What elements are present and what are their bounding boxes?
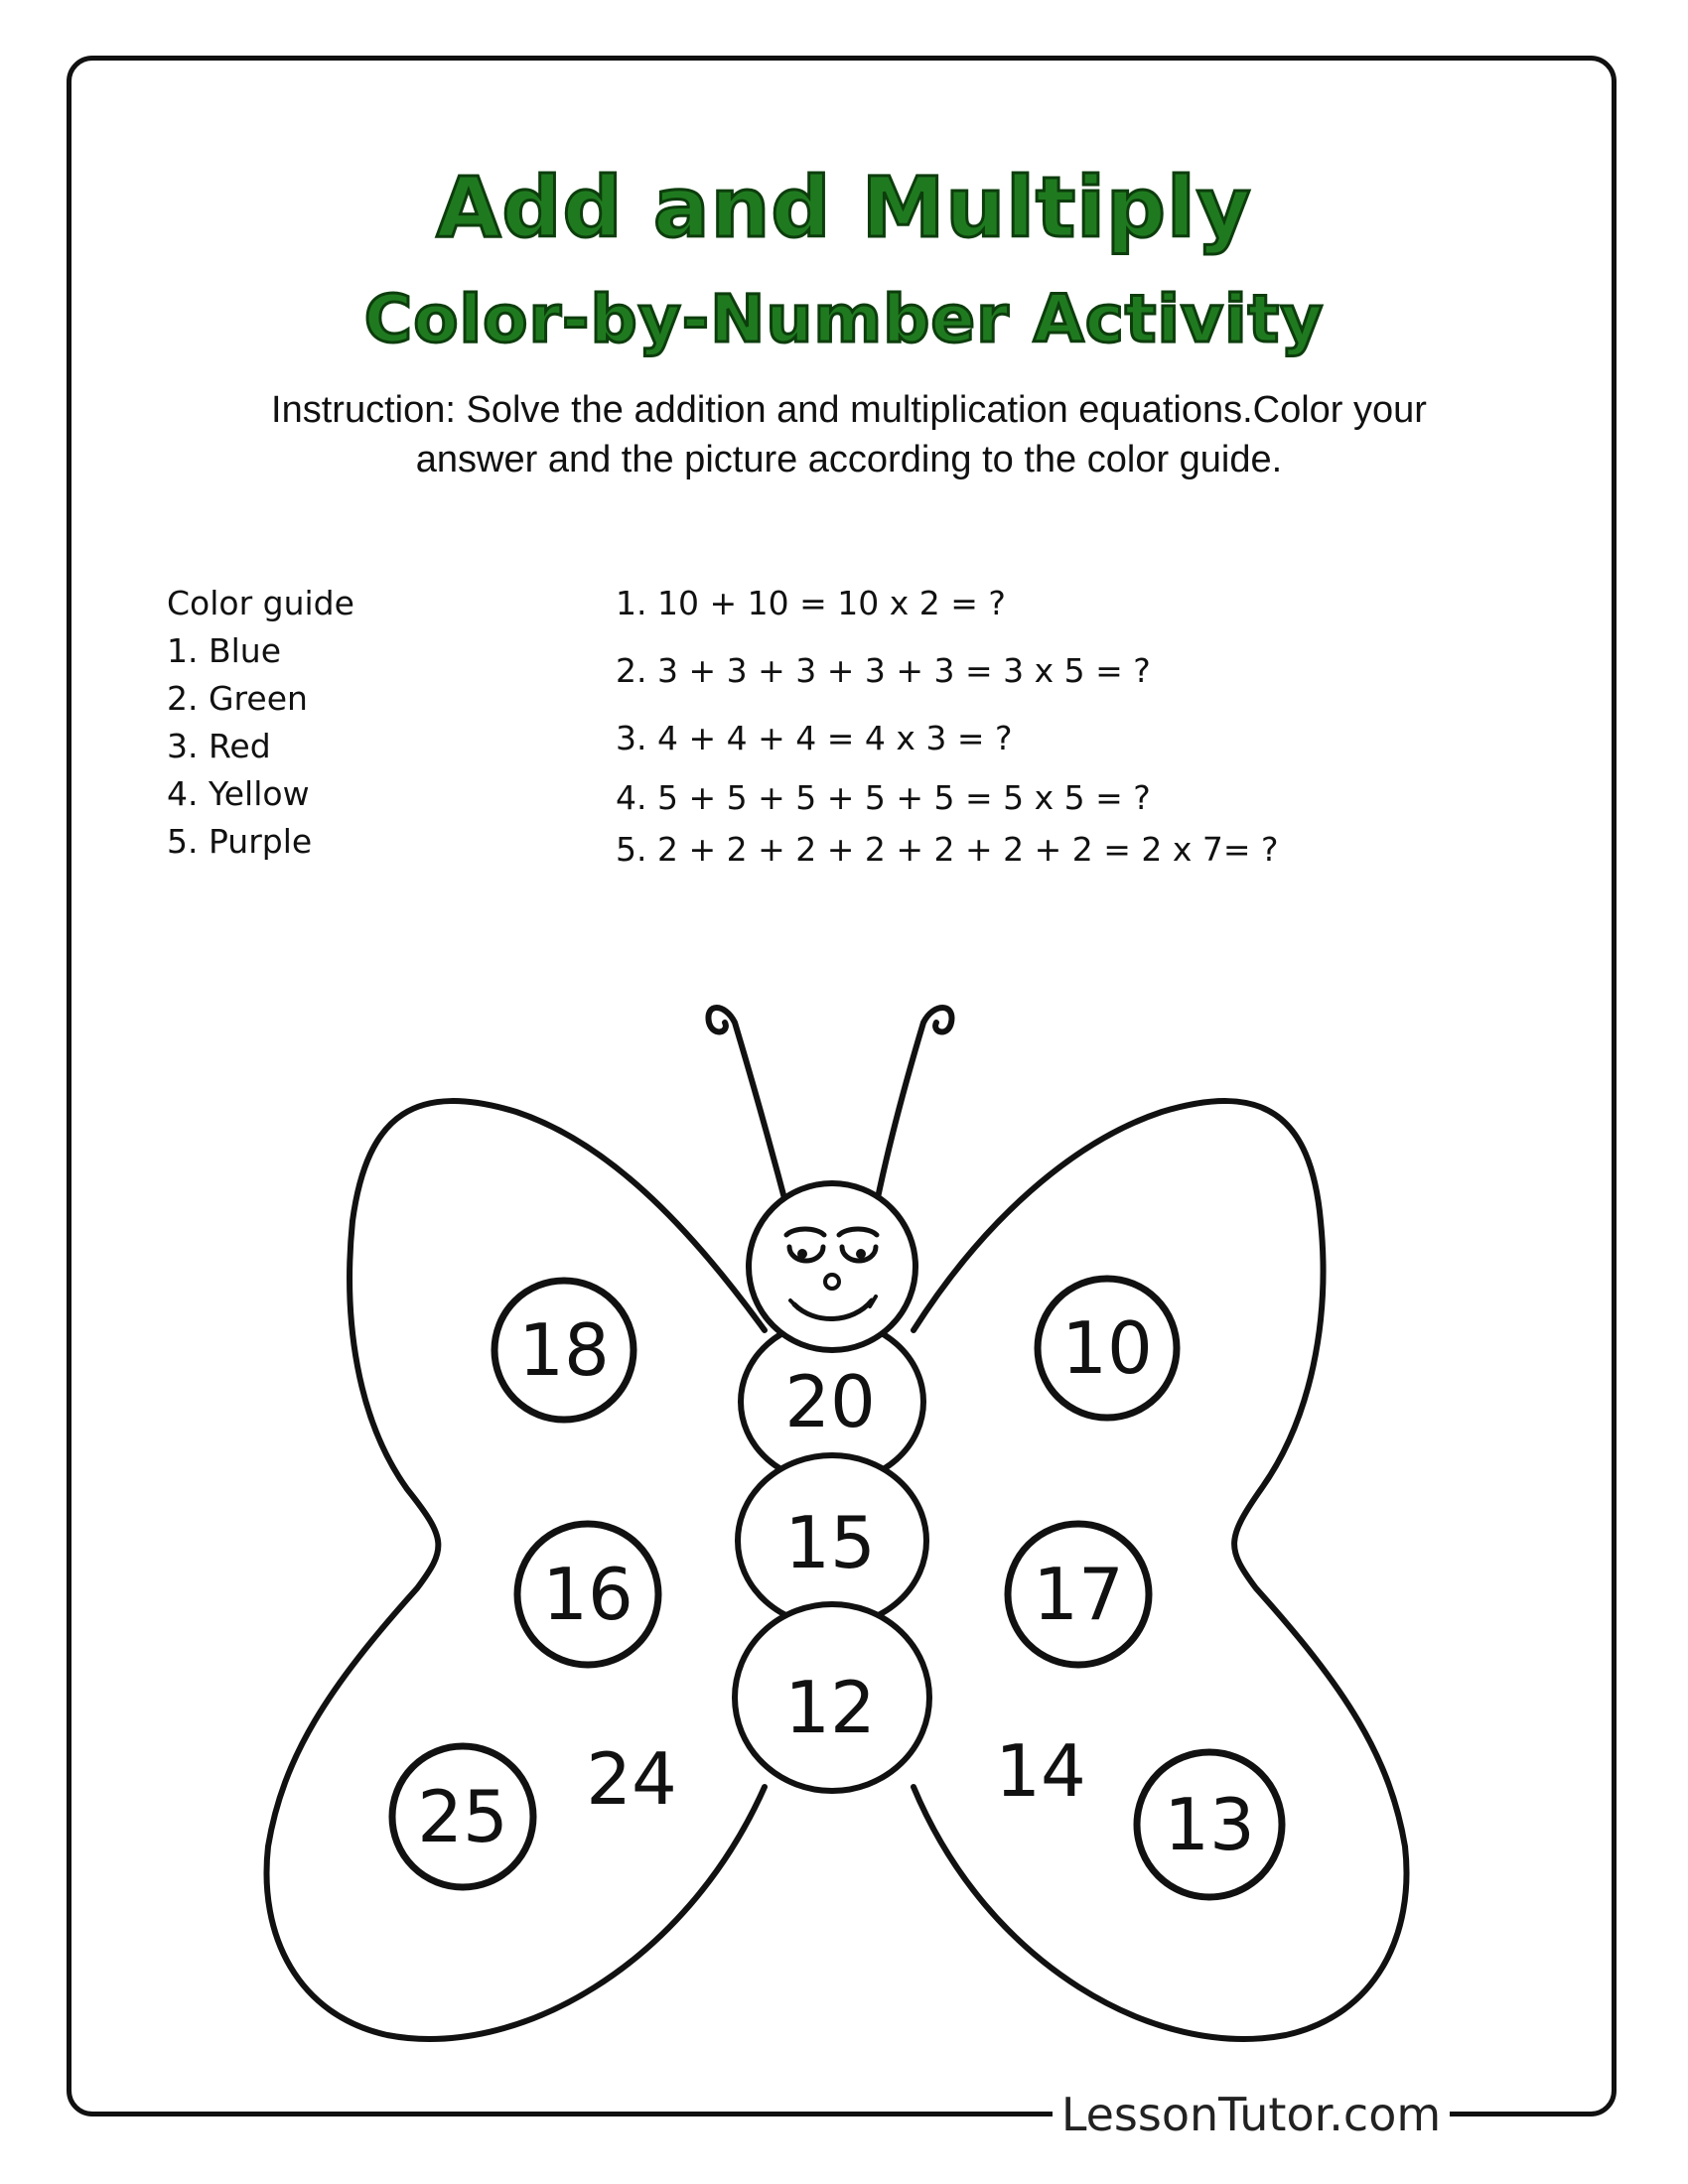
- left-pupil: [797, 1249, 807, 1259]
- instruction-text: Instruction: Solve the addition and multiplication equations.Color your answer and the picture according to the color guide.: [271, 389, 1427, 480]
- right-antenna: [874, 1008, 951, 1217]
- page-title: Add and Multiply: [436, 159, 1252, 256]
- wing-number: 17: [1033, 1553, 1124, 1636]
- wing-number: 16: [542, 1553, 633, 1636]
- equation-item: 1. 10 + 10 = 10 x 2 = ?: [616, 584, 1006, 622]
- color-guide-item: 2. Green: [167, 679, 308, 718]
- wing-number: 13: [1164, 1783, 1255, 1866]
- equation-item: 5. 2 + 2 + 2 + 2 + 2 + 2 + 2 = 2 x 7= ?: [616, 830, 1279, 869]
- wing-number: 10: [1061, 1306, 1153, 1390]
- body-number: 12: [784, 1666, 876, 1749]
- color-guide-item: 1. Blue: [167, 631, 282, 670]
- wing-number: 25: [417, 1775, 508, 1858]
- color-guide-item: 4. Yellow: [167, 774, 310, 813]
- butterfly-head: [749, 1183, 915, 1350]
- color-guide-item: 5. Purple: [167, 822, 313, 861]
- footer-brand: LessonTutor.com: [1053, 2085, 1450, 2144]
- equation-item: 3. 4 + 4 + 4 = 4 x 3 = ?: [616, 719, 1013, 757]
- left-antenna: [708, 1008, 789, 1217]
- wing-number: 24: [586, 1737, 677, 1821]
- color-guide-item: 3. Red: [167, 727, 271, 765]
- color-guide-heading: Color guide: [167, 584, 354, 622]
- equation-item: 4. 5 + 5 + 5 + 5 + 5 = 5 x 5 = ?: [616, 778, 1151, 817]
- wing-number: 18: [518, 1308, 610, 1392]
- page-subtitle: Color-by-Number Activity: [363, 281, 1325, 357]
- equation-item: 2. 3 + 3 + 3 + 3 + 3 = 3 x 5 = ?: [616, 651, 1151, 690]
- body-number: 15: [784, 1501, 876, 1584]
- right-pupil: [856, 1249, 866, 1259]
- body-number: 20: [784, 1360, 876, 1443]
- wing-number: 14: [995, 1729, 1086, 1813]
